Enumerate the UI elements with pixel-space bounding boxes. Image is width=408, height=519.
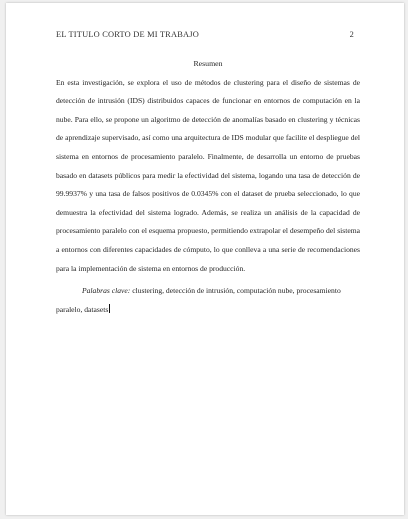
abstract-section[interactable] bbox=[56, 55, 360, 319]
abstract-body: En esta investigación, se explora el uso de métodos de clustering para el diseño de sistemas de detección de intrusión (IDS) distribuidos capaces de funcionar en entornos de computación en la nube. Para ello, se propone un algoritmo de detección de anomalías basado en clustering y técnicas de aprendizaje supervisado, así como una arquitectura de IDS modular que facilite el despliegue del sistema en entornos de procesamiento paralelo. Finalmente, de desarrolla un entorno de pruebas basado en datasets públicos para medir la efectividad del sistema, logando una tasa de detección de 99.9937% y una tasa de falsos positivos de 0.0345% con el dataset de prueba seleccionado, lo que demuestra la efectividad del sistema logrado. Además, se realiza un análisis de la capacidad de procesamiento paralelo con el esquema propuesto, permitiendo extrapolar el desempeño del sistema a entornos con diferentes capacidades de cómputo, lo que conlleva a una serie de recomendaciones para la implementación de sistema en entornos de producción. bbox=[56, 77, 360, 273]
keywords-label: Palabras clave: bbox=[82, 286, 131, 296]
abstract-title: Resumen bbox=[193, 59, 223, 68]
running-head: EL TITULO CORTO DE MI TRABAJO bbox=[56, 30, 199, 39]
page-header bbox=[56, 30, 354, 44]
keywords-paragraph[interactable] bbox=[56, 282, 360, 319]
text-cursor bbox=[109, 304, 110, 313]
keywords-text: clustering, detección de intrusión, computación nube, procesamiento paralelo, datasets bbox=[56, 286, 341, 314]
document-page[interactable] bbox=[6, 3, 404, 515]
page-number: 2 bbox=[349, 30, 354, 39]
